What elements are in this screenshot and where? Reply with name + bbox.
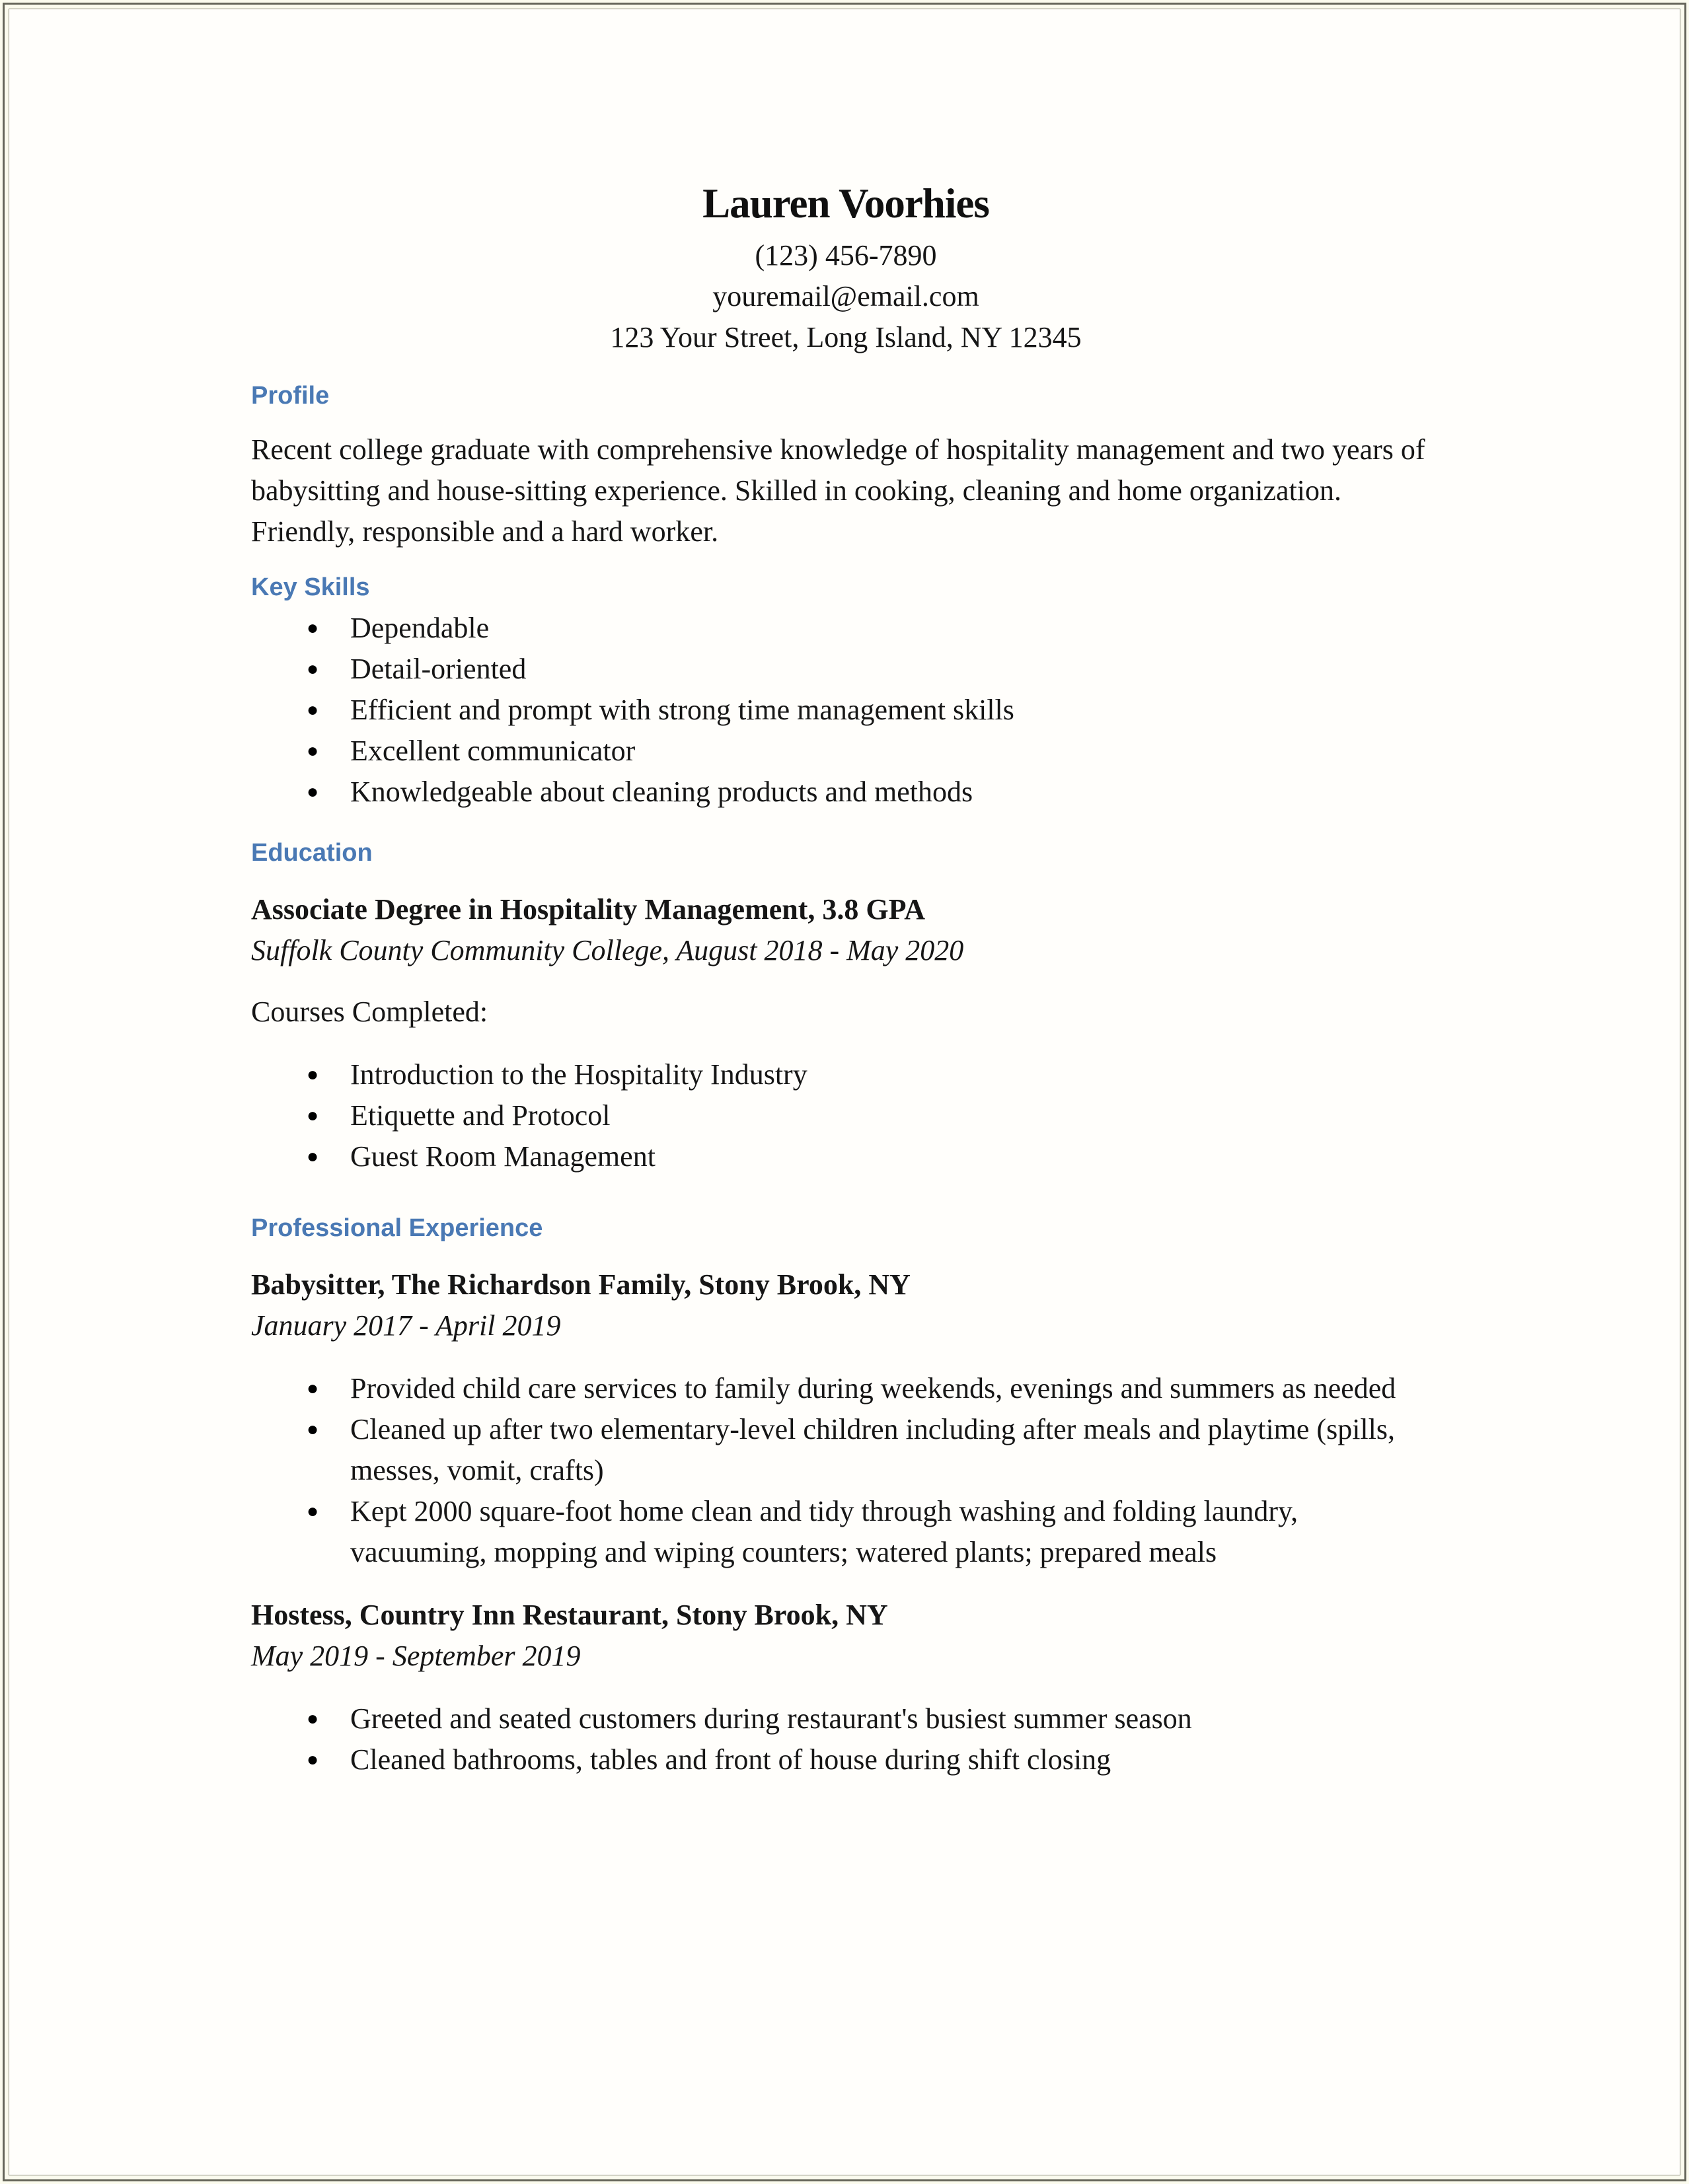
courses-completed-label: Courses Completed: xyxy=(251,996,488,1028)
skill-item: ● Excellent communicator xyxy=(350,731,1441,772)
degree-title: Associate Degree in Hospitality Management, 3.8 GPA xyxy=(251,893,925,926)
skill-item: ● Dependable xyxy=(350,608,1441,649)
section-heading-profile: Profile xyxy=(251,382,330,410)
course-item: ● Etiquette and Protocol xyxy=(350,1095,1441,1136)
job-title: Babysitter, The Richardson Family, Stony Brook, NY xyxy=(251,1268,911,1301)
skill-item: ● Efficient and prompt with strong time management skills xyxy=(350,690,1441,731)
email-address: youremail@email.com xyxy=(712,280,979,312)
person-name: Lauren Voorhies xyxy=(702,180,989,227)
key-skills-list xyxy=(251,608,1441,813)
course-item: ● Introduction to the Hospitality Industry xyxy=(350,1054,1441,1095)
section-heading-experience: Professional Experience xyxy=(251,1214,543,1242)
section-heading-education: Education xyxy=(251,839,373,867)
skill-item: ● Detail-oriented xyxy=(350,649,1441,690)
resume-content xyxy=(251,0,1441,1780)
profile-summary-text: Recent college graduate with comprehensive knowledge of hospitality management and two years of babysitting and house-sitting experience. Skilled in cooking, cleaning and home organization. Friendly, responsible and a hard worker. xyxy=(251,433,1425,548)
job-duties-list xyxy=(251,1698,1441,1780)
job-duty-item: ● Kept 2000 square-foot home clean and tidy through washing and folding laundry, vacuuming, mopping and wiping counters; watered plants; prepared meals xyxy=(350,1491,1441,1573)
job-duty-item: ● Cleaned up after two elementary-level children including after meals and playtime (spills, messes, vomit, crafts) xyxy=(350,1409,1441,1491)
school-and-dates: Suffolk County Community College, August 2018 - May 2020 xyxy=(251,934,964,966)
job-entry-hostess xyxy=(251,1595,1441,1780)
job-duty-item: ● Greeted and seated customers during restaurant's busiest summer season xyxy=(350,1698,1441,1739)
job-title: Hostess, Country Inn Restaurant, Stony Brook, NY xyxy=(251,1599,888,1631)
mailing-address: 123 Your Street, Long Island, NY 12345 xyxy=(610,321,1082,353)
phone-number: (123) 456-7890 xyxy=(755,239,937,272)
job-duties-list xyxy=(251,1368,1441,1573)
job-duty-item: ● Cleaned bathrooms, tables and front of house during shift closing xyxy=(350,1739,1441,1780)
job-dates: May 2019 - September 2019 xyxy=(251,1640,581,1672)
job-entry-babysitter xyxy=(251,1264,1441,1573)
skill-item: ● Knowledgeable about cleaning products and methods xyxy=(350,772,1441,813)
courses-list xyxy=(251,1054,1441,1177)
course-item: ● Guest Room Management xyxy=(350,1136,1441,1177)
job-dates: January 2017 - April 2019 xyxy=(251,1309,561,1342)
section-heading-key-skills: Key Skills xyxy=(251,573,370,601)
job-duty-item: ● Provided child care services to family during weekends, evenings and summers as needed xyxy=(350,1368,1441,1409)
resume-header xyxy=(251,180,1441,358)
